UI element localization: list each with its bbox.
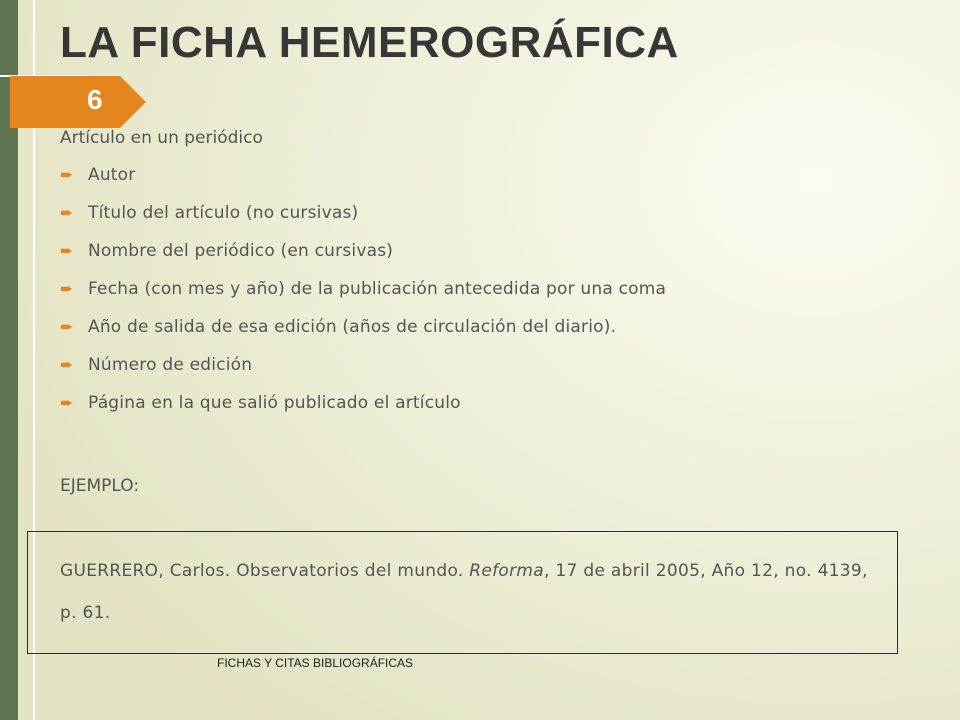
citation-part: , 17 de abril 2005, Año 12, no. 4139, p. 61.: [60, 561, 868, 623]
page-number: 6: [87, 84, 103, 115]
arrow-right-icon: ➨: [60, 241, 74, 260]
bullet-item: [60, 278, 666, 316]
citation-newspaper-name: Reforma: [469, 561, 545, 581]
example-label: EJEMPLO:: [60, 476, 140, 496]
page-number-tag: [10, 76, 146, 128]
bullet-item: [60, 316, 666, 354]
bullet-text: Número de edición: [88, 355, 253, 375]
slide-title: LA FICHA HEMEROGRÁFICA: [60, 18, 679, 67]
bullet-item: [60, 164, 666, 202]
slide-footer: FICHAS Y CITAS BIBLIOGRÁFICAS: [217, 656, 414, 670]
subheading: Artículo en un periódico: [60, 128, 263, 148]
bullet-item: [60, 354, 666, 392]
bullet-text: Título del artículo (no cursivas): [88, 203, 359, 223]
bullet-item: [60, 240, 666, 278]
bullet-text: Nombre del periódico (en cursivas): [88, 241, 394, 261]
bullet-list: [60, 164, 666, 430]
bullet-text: Año de salida de esa edición (años de circulación del diario).: [88, 317, 617, 337]
arrow-right-icon: ➨: [60, 317, 74, 336]
arrow-right-icon: ➨: [60, 393, 74, 412]
citation-part: GUERRERO, Carlos. Observatorios del mundo.: [60, 561, 470, 581]
bullet-item: [60, 202, 666, 240]
bullet-item: [60, 392, 666, 430]
arrow-right-icon: ➨: [60, 165, 74, 184]
arrow-right-icon: ➨: [60, 203, 74, 222]
bullet-text: Página en la que salió publicado el artículo: [88, 393, 461, 413]
example-citation: [60, 550, 890, 634]
arrow-right-icon: ➨: [60, 355, 74, 374]
bullet-text: Fecha (con mes y año) de la publicación antecedida por una coma: [88, 279, 667, 299]
bullet-text: Autor: [88, 165, 136, 185]
arrow-right-icon: ➨: [60, 279, 74, 298]
